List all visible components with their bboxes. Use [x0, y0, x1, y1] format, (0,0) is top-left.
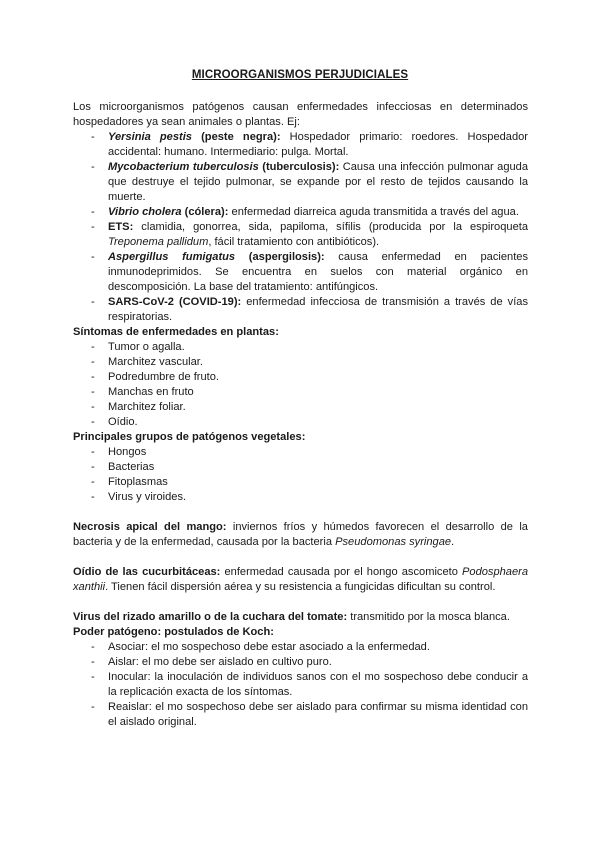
item-text: Inocular: la inoculación de individuos sanos con el mo sospechoso debe conducir a la replicación exacta de los síntomas.: [108, 671, 528, 698]
paragraph-label: Oídio de las cucurbitáceas:: [73, 566, 221, 578]
item-text: Fitoplasmas: [108, 476, 168, 488]
item-text: Oídio.: [108, 416, 138, 428]
item-text: Hospedador primario: roedores. Hospedador accidental: humano. Intermediario: pulga. Mortal.: [108, 131, 529, 158]
bullet-dash: -: [91, 701, 95, 713]
bullet-dash: -: [91, 671, 95, 683]
item-text: Bacterias: [108, 461, 155, 473]
bullet-dash: -: [91, 221, 95, 233]
bullet-dash: -: [91, 491, 95, 503]
list-item: [73, 700, 528, 730]
species-name: Aspergillus fumigatus: [108, 251, 236, 263]
list-item: [73, 295, 528, 325]
disease-label: SARS-CoV-2 (COVID-19):: [108, 296, 242, 308]
bullet-dash: -: [91, 206, 95, 218]
list-item: [73, 205, 528, 220]
item-text: Reaislar: el mo sospechoso debe ser aislado para confirmar su misma identidad con el aislado original.: [108, 701, 528, 728]
document-body: [73, 100, 528, 730]
bullet-dash: -: [91, 161, 95, 173]
item-text: Podredumbre de fruto.: [108, 371, 220, 383]
list-item: [73, 490, 528, 505]
bullet-dash: -: [91, 341, 95, 353]
species-name: Podosphaera xanthii: [73, 566, 528, 593]
paragraph-text: . Tienen fácil dispersión aérea y su resistencia a fungicidas dificultan su control.: [105, 581, 496, 593]
item-text: Asociar: el mo sospechoso debe estar asociado a la enfermedad.: [108, 641, 430, 653]
list-item: [73, 370, 528, 385]
oidio-paragraph: [73, 565, 528, 595]
bullet-dash: -: [91, 401, 95, 413]
item-text: clamidia, gonorrea, sida, papiloma, sífilis (producida por la espiroqueta: [133, 221, 528, 233]
list-item: [73, 655, 528, 670]
tomato-paragraph: [73, 610, 528, 625]
species-name: Vibrio cholera: [108, 206, 182, 218]
bullet-dash: -: [91, 386, 95, 398]
paragraph-text: transmitido por la mosca blanca.: [347, 611, 510, 623]
species-name: Yersinia pestis: [108, 131, 192, 143]
mango-paragraph: [73, 520, 528, 550]
list-item: [73, 460, 528, 475]
paragraph-label: Virus del rizado amarillo o de la cuchara del tomate:: [73, 611, 348, 623]
item-text: Tumor o agalla.: [108, 341, 185, 353]
section-heading-koch: Poder patógeno: postulados de Koch:: [73, 626, 274, 638]
paragraph-text: .: [451, 536, 455, 548]
disease-label: (aspergilosis):: [235, 251, 325, 263]
species-name: Treponema pallidum: [108, 236, 209, 248]
species-name: Pseudomonas syringae: [335, 536, 452, 548]
bullet-dash: -: [91, 251, 95, 263]
item-text: Manchas en fruto: [108, 386, 194, 398]
list-item: [73, 475, 528, 490]
disease-label: (peste negra):: [191, 131, 281, 143]
paragraph-text: inviernos fríos y húmedos favorecen el desarrollo de la bacteria y de la enfermedad, causada por la bacteria: [73, 521, 528, 548]
item-text: enfermedad infecciosa de transmisión a través de vías respiratorias.: [108, 296, 528, 323]
bullet-dash: -: [91, 446, 95, 458]
list-item: [73, 670, 528, 700]
bullet-dash: -: [91, 416, 95, 428]
item-text: Marchitez vascular.: [108, 356, 203, 368]
koch-postulates-list: [73, 640, 528, 730]
list-item: [73, 355, 528, 370]
paragraph-label: Necrosis apical del mango:: [73, 521, 227, 533]
disease-label: ETS:: [108, 221, 134, 233]
list-item: [73, 385, 528, 400]
paragraph-text: enfermedad causada por el hongo ascomiceto: [220, 566, 462, 578]
item-text: causa enfermedad en pacientes inmunodeprimidos. Se encuentra en suelos con material orgánico en descomposición. La base del tratamiento: antifúngicos.: [108, 251, 528, 293]
list-item: [73, 220, 528, 250]
bullet-dash: -: [91, 371, 95, 383]
section-heading-symptoms: Síntomas de enfermedades en plantas:: [73, 326, 279, 338]
pathogen-groups-list: [73, 445, 528, 505]
pathogen-examples-list: [73, 130, 528, 325]
item-text: Virus y viroides.: [108, 491, 187, 503]
list-item: [73, 130, 528, 160]
list-item: [73, 400, 528, 415]
bullet-dash: -: [91, 296, 95, 308]
section-heading-pathogens: Principales grupos de patógenos vegetales:: [73, 431, 306, 443]
bullet-dash: -: [91, 461, 95, 473]
item-text: , fácil tratamiento con antibióticos).: [208, 236, 380, 248]
disease-label: (tuberculosis):: [258, 161, 340, 173]
item-text: Hongos: [108, 446, 147, 458]
list-item: [73, 640, 528, 655]
list-item: [73, 250, 528, 295]
symptoms-list: [73, 340, 528, 430]
bullet-dash: -: [91, 476, 95, 488]
intro-paragraph: Los microorganismos patógenos causan enfermedades infecciosas en determinados hospedadores ya sean animales o plantas. Ej:: [73, 101, 528, 128]
bullet-dash: -: [91, 641, 95, 653]
document-title: MICROORGANISMOS PERJUDICIALES: [191, 69, 409, 81]
bullet-dash: -: [91, 356, 95, 368]
list-item: [73, 445, 528, 460]
bullet-dash: -: [91, 656, 95, 668]
item-text: enfermedad diarreica aguda transmitida a través del agua.: [228, 206, 519, 218]
item-text: Aislar: el mo debe ser aislado en cultivo puro.: [108, 656, 332, 668]
disease-label: (cólera):: [181, 206, 229, 218]
item-text: Causa una infección pulmonar aguda que destruye el tejido pulmonar, se expande por el resto de tejidos causando la muerte.: [108, 161, 528, 203]
species-name: Mycobacterium tuberculosis: [108, 161, 259, 173]
list-item: [73, 340, 528, 355]
list-item: [73, 160, 528, 205]
item-text: Marchitez foliar.: [108, 401, 186, 413]
bullet-dash: -: [91, 131, 95, 143]
list-item: [73, 415, 528, 430]
